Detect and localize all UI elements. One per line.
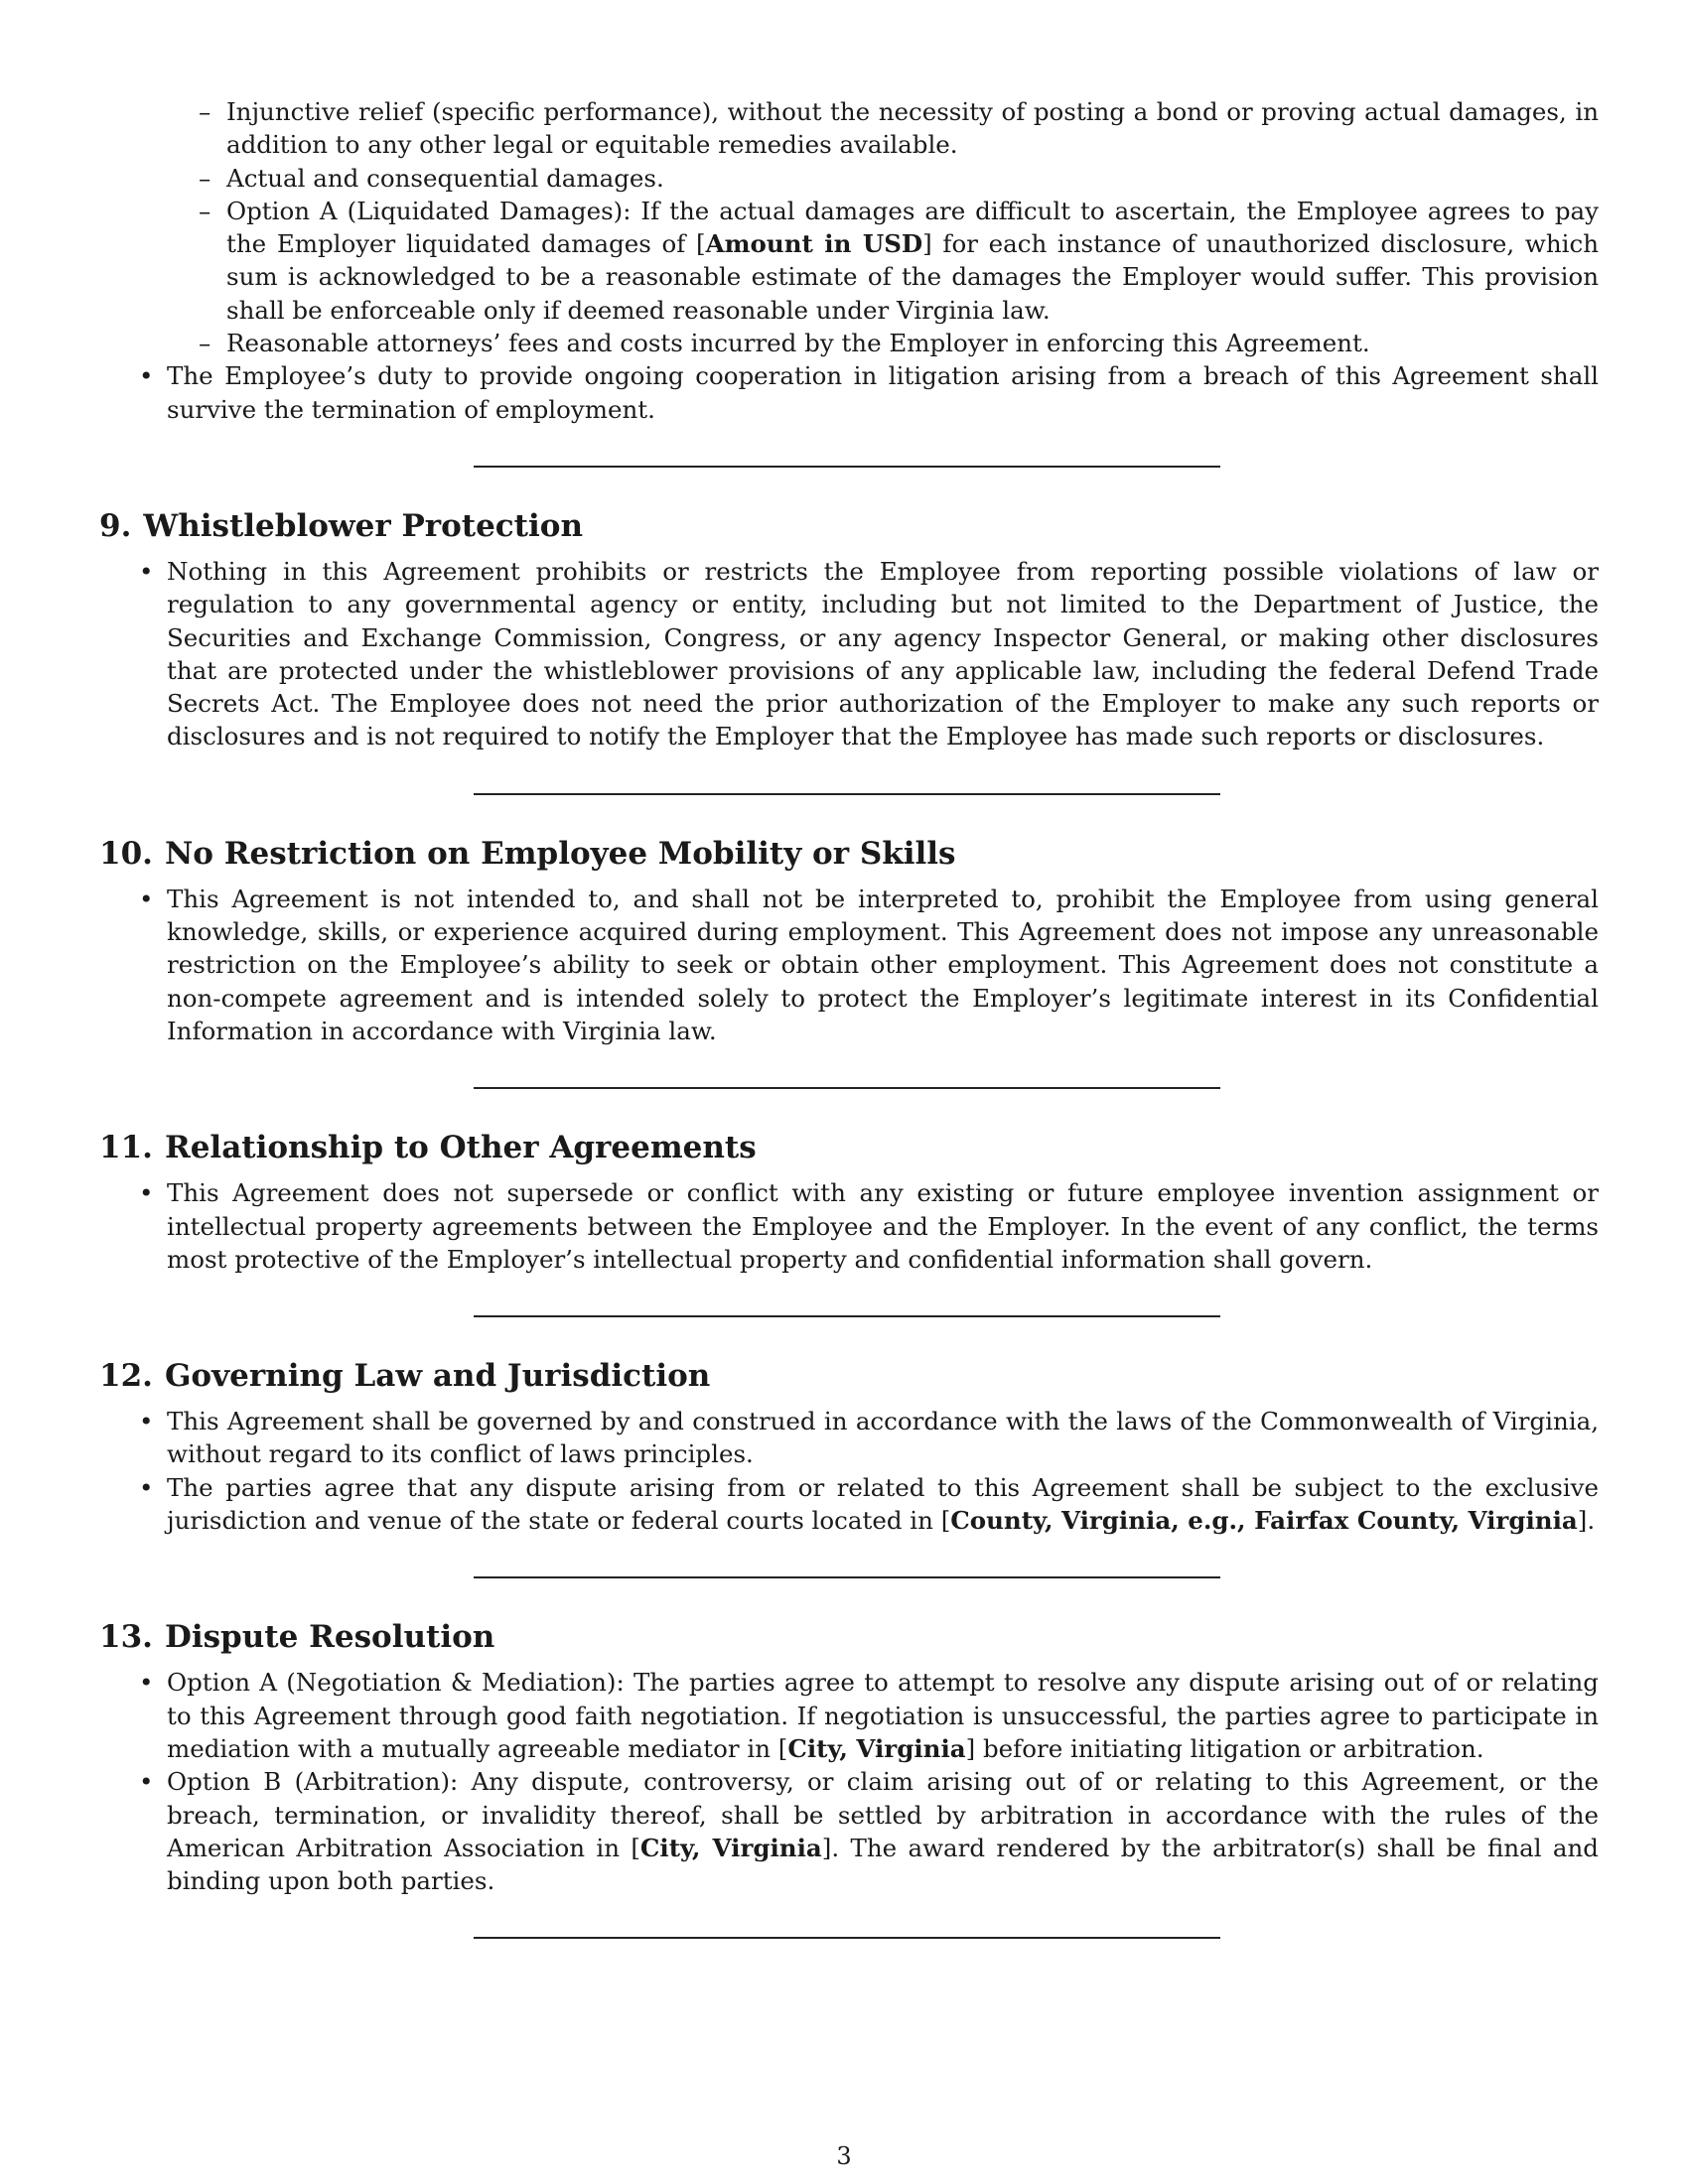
page-number: 3 bbox=[836, 2142, 852, 2170]
section-number: 10. bbox=[99, 835, 153, 872]
bullet-text: Option A (Negotiation & Mediation): The parties agree to attempt to resolve any dispute arising out of or relating to this Agreement through good faith negotiation. If negotiation is unsuccessful, the parties agree to participate in mediation with a mutually agreeable mediator in [ bbox=[167, 1668, 1599, 1763]
bullet-text: This Agreement does not supersede or conflict with any existing or future employee invention assignment or intellectual property agreements between the Employee and the Employer. In the event of any conflict, the terms most protective of the Employer’s intellectual property and confidential information shall govern. bbox=[167, 1178, 1599, 1274]
sub-item bbox=[226, 327, 1599, 359]
bullet-text: Nothing in this Agreement prohibits or restricts the Employee from reporting possible violations of law or regulation to any governmental agency or entity, including but not limited to the Department of Justice, the Securities and Exchange Commission, Congress, or any agency Inspector General, or making other disclosures that are protected under the whistleblower provisions of any applicable law, including the federal Defend Trade Secrets Act. The Employee does not need the prior authorization of the Employer to make any such reports or disclosures and is not required to notify the Employer that the Employee has made such reports or disclosures. bbox=[167, 556, 1599, 751]
bullet-item bbox=[167, 1666, 1599, 1765]
bullet-item bbox=[167, 1405, 1599, 1471]
remedies-sublist bbox=[99, 95, 1599, 359]
section-title: Dispute Resolution bbox=[164, 1619, 495, 1656]
bullet-text: ]. bbox=[1577, 1506, 1596, 1536]
sub-item bbox=[226, 95, 1599, 162]
section-title: Relationship to Other Agreements bbox=[164, 1130, 757, 1166]
bullet-item bbox=[167, 555, 1599, 753]
bullet-item bbox=[167, 883, 1599, 1047]
bullet-text: This Agreement is not intended to, and shall not be interpreted to, prohibit the Employee from using general knowledge, skills, or experience acquired during employment. This Agreement does not impose any unreasonable restriction on the Employee’s ability to seek or obtain other employment. This Agreement does not constitute a non-compete agreement and is intended solely to protect the Employer’s legitimate interest in its Confidential Information in accordance with Virginia law. bbox=[167, 884, 1599, 1045]
section-divider bbox=[474, 466, 1220, 468]
section-title: Whistleblower Protection bbox=[143, 507, 583, 544]
bullet-text: Option B (Arbitration): Any dispute, controversy, or claim arising out of or relating to this Agreement, or the breach, termination, or invalidity thereof, shall be settled by arbitration in accordance with the rules of the American Arbitration Association in [ bbox=[167, 1767, 1599, 1862]
section-title: No Restriction on Employee Mobility or Skills bbox=[164, 835, 956, 872]
section-heading-12 bbox=[99, 1357, 1599, 1395]
document-page bbox=[99, 95, 1599, 1939]
sub-item bbox=[226, 195, 1599, 327]
section-divider bbox=[474, 793, 1220, 795]
placeholder-city: City, Virginia bbox=[639, 1833, 822, 1862]
section9-bullets bbox=[99, 555, 1599, 753]
bullet-item bbox=[167, 359, 1599, 426]
section-heading-13 bbox=[99, 1618, 1599, 1656]
sub-item-text: Actual and consequential damages. bbox=[226, 163, 664, 193]
section-number: 11. bbox=[99, 1130, 153, 1166]
placeholder-county: County, Virginia, e.g., Fairfax County, Virginia bbox=[950, 1506, 1578, 1536]
bullet-text: The Employee’s duty to provide ongoing cooperation in litigation arising from a breach of this Agreement shall survive the termination of employment. bbox=[167, 361, 1599, 424]
bullet-text: ] before initiating litigation or arbitration. bbox=[965, 1733, 1484, 1763]
bullet-item bbox=[167, 1176, 1599, 1276]
section-divider bbox=[474, 1087, 1220, 1089]
section-heading-9 bbox=[99, 507, 1599, 545]
sub-item-text: Option A (Liquidated Damages): If the actual damages are difficult to ascertain, the Employee agrees to pay the Employer liquidated damages of [ bbox=[226, 196, 1599, 259]
section11-bullets bbox=[99, 1176, 1599, 1276]
bullet-text: This Agreement shall be governed by and construed in accordance with the laws of the Commonwealth of Virginia, without regard to its conflict of laws principles. bbox=[167, 1407, 1599, 1469]
section-number: 9. bbox=[99, 507, 132, 544]
bullet-text: The parties agree that any dispute arising from or related to this Agreement shall be subject to the exclusive jurisdiction and venue of the state or federal courts located in [ bbox=[167, 1472, 1599, 1536]
sub-item-text: Injunctive relief (specific performance), without the necessity of posting a bond or proving actual damages, in addition to any other legal or equitable remedies available. bbox=[226, 97, 1599, 160]
section-divider bbox=[474, 1576, 1220, 1578]
section-heading-11 bbox=[99, 1129, 1599, 1166]
section-number: 13. bbox=[99, 1619, 153, 1656]
section13-bullets bbox=[99, 1666, 1599, 1897]
sub-item-text: ] for each instance of unauthorized disclosure, which sum is acknowledged to be a reasonable estimate of the damages the Employer would suffer. This provision shall be enforceable only if deemed reasonable under Virginia law. bbox=[226, 229, 1599, 325]
placeholder-amount: Amount in USD bbox=[705, 229, 923, 259]
section12-bullets bbox=[99, 1405, 1599, 1537]
section-number: 12. bbox=[99, 1358, 153, 1395]
bullet-item bbox=[167, 1471, 1599, 1538]
section-title: Governing Law and Jurisdiction bbox=[164, 1358, 711, 1395]
sub-item bbox=[226, 162, 1599, 195]
section-heading-10 bbox=[99, 835, 1599, 873]
section-divider bbox=[474, 1315, 1220, 1317]
section8-bullets bbox=[99, 359, 1599, 426]
sub-item-text: Reasonable attorneys’ fees and costs incurred by the Employer in enforcing this Agreement. bbox=[226, 329, 1370, 358]
placeholder-city: City, Virginia bbox=[787, 1733, 966, 1763]
bullet-text: ]. The award rendered by the arbitrator(s) shall be final and binding upon both parties. bbox=[167, 1833, 1599, 1896]
section10-bullets bbox=[99, 883, 1599, 1047]
bullet-item bbox=[167, 1765, 1599, 1897]
section-divider bbox=[474, 1937, 1220, 1939]
